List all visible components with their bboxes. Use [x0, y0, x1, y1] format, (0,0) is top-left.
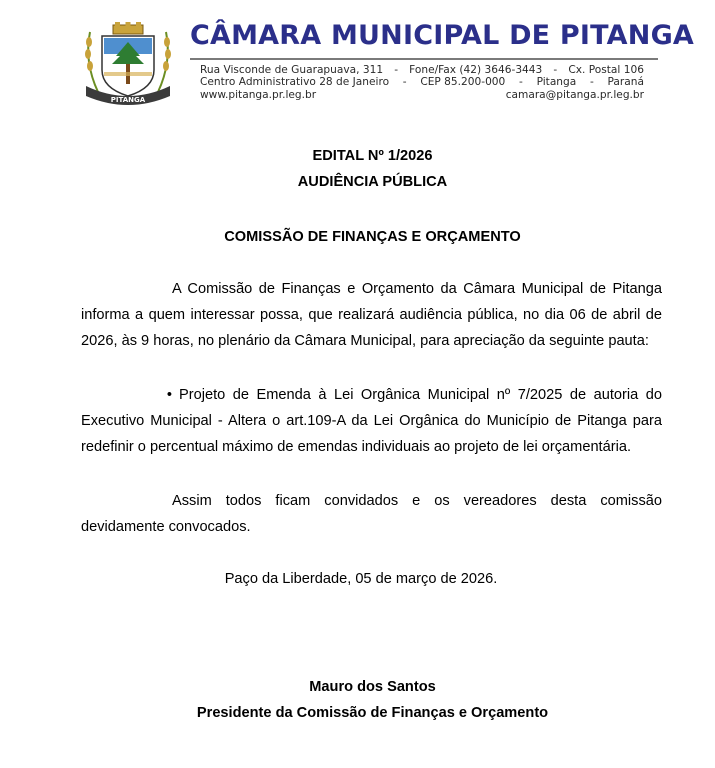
- street-address: Rua Visconde de Guarapuava, 311: [200, 64, 384, 76]
- edital-subtitle: AUDIÊNCIA PÚBLICA: [297, 174, 448, 190]
- postal-code: CEP 85.200-000: [420, 76, 506, 88]
- announcement-paragraph: A Comissão de Finanças e Orçamento da Câmara Municipal de Pitanga informa a quem interessar possa, que realizará audiência pública, no dia 06 de abril de 2026, às 9 horas, no plenário da Câmara Municipal, para apreciação da seguinte pauta:: [81, 281, 662, 349]
- address-line-1: [200, 64, 644, 76]
- municipal-crest-icon: [80, 22, 176, 108]
- chamber-name: CÂMARA MUNICIPAL DE PITANGA: [190, 20, 695, 51]
- state: Paraná: [607, 76, 644, 88]
- edital-title: EDITAL Nº 1/2026: [312, 148, 433, 164]
- invitation-paragraph: Assim todos ficam convidados e os vereadores desta comissão devidamente convocados.: [81, 493, 662, 535]
- signer-name: Mauro dos Santos: [309, 679, 436, 695]
- website-link[interactable]: www.pitanga.pr.leg.br: [200, 89, 317, 101]
- committee-heading: COMISSÃO DE FINANÇAS E ORÇAMENTO: [224, 229, 521, 245]
- agenda-list-item: [81, 382, 662, 460]
- phone-fax: Fone/Fax (42) 3646-3443: [409, 64, 543, 76]
- header-divider: [190, 58, 658, 60]
- agenda-item-text: Projeto de Emenda à Lei Orgânica Municipal nº 7/2025 de autoria do Executivo Municipal - Altera o art.109-A da Lei Orgânica do Município de Pitanga para redefinir o percentual máximo de emendas individuais ao projeto de lei orçamentária.: [81, 387, 662, 455]
- admin-center: Centro Administrativo 28 de Janeiro: [200, 76, 390, 88]
- separator: -: [553, 64, 558, 76]
- svg-text:PITANGA: PITANGA: [110, 96, 146, 104]
- separator: -: [519, 76, 523, 88]
- signer-role: Presidente da Comissão de Finanças e Orçamento: [196, 705, 549, 721]
- separator: -: [589, 76, 594, 88]
- bullet-marker: •: [166, 387, 172, 403]
- address-line-3: [200, 89, 644, 101]
- letterhead: [0, 0, 715, 130]
- separator: -: [402, 76, 407, 88]
- address-line-2: [200, 76, 644, 88]
- separator: -: [394, 64, 399, 76]
- city: Pitanga: [536, 76, 577, 88]
- email-link[interactable]: camara@pitanga.pr.leg.br: [505, 89, 644, 101]
- place-and-date: Paço da Liberdade, 05 de março de 2026.: [224, 571, 498, 587]
- po-box: Cx. Postal 106: [568, 64, 644, 76]
